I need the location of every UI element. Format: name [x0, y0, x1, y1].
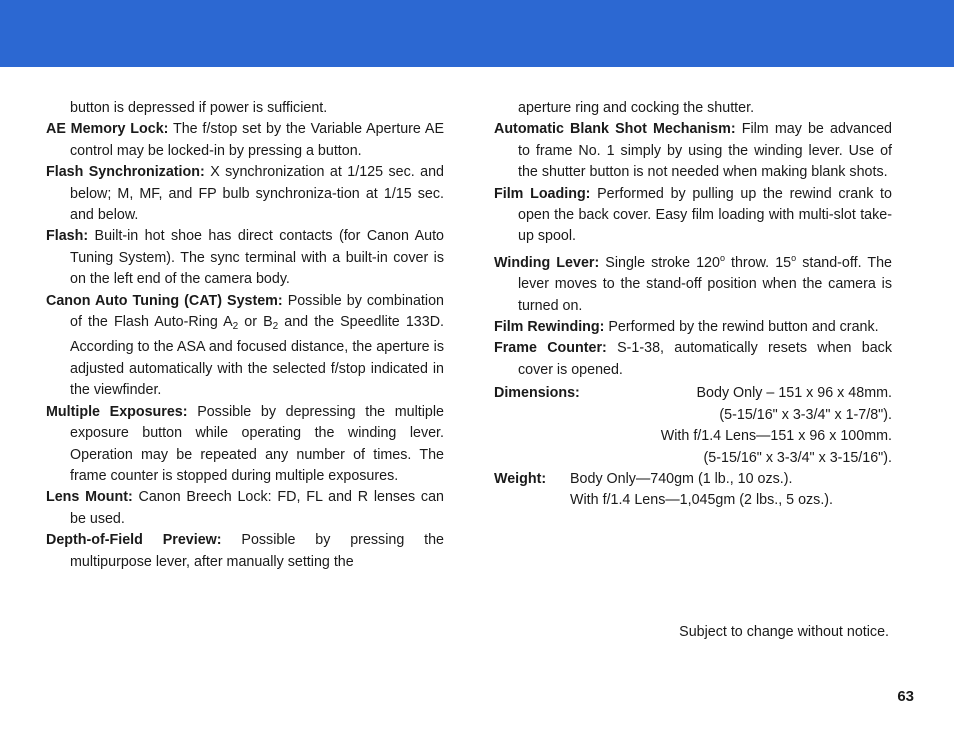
spec-term: Film Loading: [494, 185, 591, 202]
spec-text: and the Speedlite 133D. According to the ASA and focused distance, the aperture is adjusted automatically with the selected f/stop indicated in the viewfinder. [70, 314, 444, 399]
spec-text: Built-in hot shoe has direct contacts (for Canon Auto Tuning System). The sync terminal with a built-in cover is on the left end of the camera body. [70, 228, 444, 288]
subscript: 2 [272, 321, 279, 333]
spec-text: Canon Breech Lock: FD, FL and R lenses can be used. [70, 489, 444, 527]
spec-term: Lens Mount: [46, 489, 133, 506]
spec-film-loading [494, 184, 892, 248]
spec-term: Film Rewinding: [494, 319, 605, 336]
dimensions-line: (5-15/16" x 3-3/4" x 3-15/16"). [703, 449, 892, 466]
spec-weight [494, 469, 892, 512]
spec-dimensions [494, 383, 892, 469]
spec-text: X synchronization at 1/125 sec. and below; M, MF, and FP bulb synchroniza-tion at 1/15 sec. and below. [70, 164, 444, 224]
spec-depth-of-field-preview [46, 530, 444, 573]
spec-text: or B [238, 314, 273, 331]
dimensions-line: (5-15/16" x 3-3/4" x 1-7/8"). [719, 406, 892, 423]
spec-term: Canon Auto Tuning (CAT) System: [46, 292, 283, 309]
weight-line: Body Only—740gm (1 lb., 10 ozs.). [570, 470, 793, 487]
spec-blank-shot [494, 119, 892, 183]
spec-term: Winding Lever: [494, 254, 600, 271]
degree-mark: o [719, 252, 725, 263]
spec-text: throw. 15 [724, 254, 792, 271]
spec-term: Automatic Blank Shot Mechanism: [494, 121, 736, 138]
page-number: 63 [897, 688, 914, 705]
spec-lens-mount [46, 487, 444, 530]
spec-winding-lever [494, 248, 892, 317]
weight-lines [570, 469, 833, 512]
right-column [494, 98, 892, 512]
change-notice: Subject to change without notice. [679, 624, 889, 640]
continuation-text: button is depressed if power is sufficient. [70, 100, 328, 116]
dimensions-line: With f/1.4 Lens—151 x 96 x 100mm. [660, 428, 892, 445]
spec-flash-synchronization [46, 162, 444, 226]
spec-canon-auto-tuning [46, 291, 444, 402]
spec-text: Performed by the rewind button and crank. [608, 319, 879, 336]
spec-term: Multiple Exposures: [46, 403, 188, 420]
degree-mark: o [791, 252, 797, 263]
spec-text: The f/stop set by the Variable Aperture AE control may be locked-in by pressing a button. [70, 121, 444, 159]
spec-text: Possible by combination of the Flash Auto-Ring A [70, 292, 444, 331]
spec-term: Dimensions: [494, 385, 580, 402]
spec-multiple-exposures [46, 402, 444, 488]
spec-ae-memory-lock [46, 119, 444, 162]
spec-text: stand-off. The lever moves to the stand-off position when the camera is turned on. [518, 254, 892, 314]
spec-film-rewinding [494, 317, 892, 338]
spec-flash [46, 226, 444, 290]
spec-term: Weight: [494, 470, 547, 487]
spec-term: Frame Counter: [494, 340, 607, 357]
dimensions-line: Body Only – 151 x 96 x 48mm. [696, 385, 892, 402]
spec-text: Single stroke 120 [605, 254, 720, 271]
spec-text: Possible by depressing the multiple exposure button while operating the winding lever. Operation may be repeated any number of times. The frame counter is stopped during multiple exposures. [70, 403, 445, 484]
spec-text: Possible by pressing the multipurpose lever, after manually setting the [70, 532, 444, 570]
left-column [46, 98, 444, 573]
spec-text: Film may be advanced to frame No. 1 simply by using the winding lever. Use of the shutter button is not needed when making blank shots. [518, 121, 892, 181]
continuation-text: aperture ring and cocking the shutter. [518, 100, 755, 116]
dimensions-row [494, 383, 892, 404]
spec-frame-counter [494, 338, 892, 381]
subscript: 2 [232, 321, 239, 333]
spec-term: Flash: [46, 228, 89, 245]
spec-term: Depth-of-Field Preview: [46, 532, 222, 549]
spec-text: Performed by pulling up the rewind crank to open the back cover. Easy film loading with multi-slot take-up spool. [518, 185, 892, 245]
weight-line: With f/1.4 Lens—1,045gm (2 lbs., 5 ozs.). [570, 492, 834, 509]
header-band [0, 0, 954, 67]
spec-text: S-1-38, automatically resets when back cover is opened. [518, 340, 892, 378]
spec-term: Flash Synchronization: [46, 164, 205, 181]
spec-term: AE Memory Lock: [46, 121, 169, 138]
